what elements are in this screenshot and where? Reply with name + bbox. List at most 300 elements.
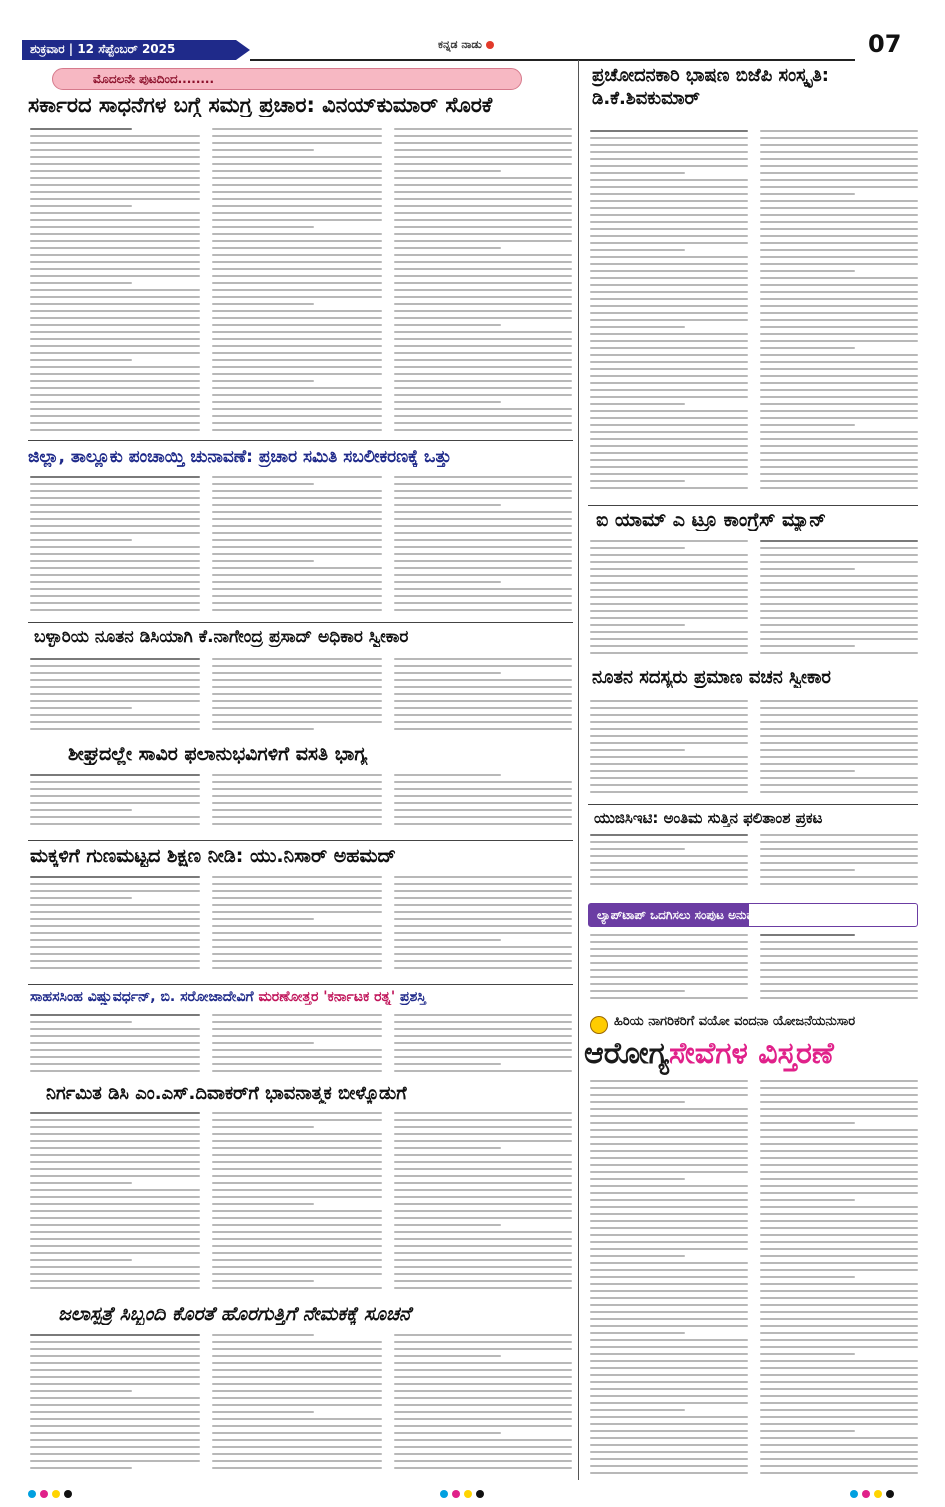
text-line — [760, 305, 918, 307]
text-line — [590, 389, 748, 391]
text-line — [212, 198, 382, 200]
text-line — [394, 1063, 501, 1065]
text-line — [30, 289, 200, 291]
text-line — [30, 483, 200, 485]
text-line — [212, 331, 382, 333]
text-line — [212, 795, 382, 797]
text-line — [30, 184, 200, 186]
text-line — [760, 452, 918, 454]
headline-a12[interactable]: ನಿರ್ಗಮಿತ ಡಿಸಿ ಎಂ.ಎಸ್.ದಿವಾಕರ್‌ಗೆ ಭಾವನಾತ್ಮಕ ಬೀಳ್ಕೊಡುಗೆ — [46, 1084, 407, 1104]
article-a4-body-col1 — [590, 540, 748, 662]
text-line — [394, 1182, 572, 1184]
text-line — [30, 960, 200, 962]
text-line — [590, 707, 748, 709]
text-line — [590, 848, 685, 850]
text-line — [590, 742, 748, 744]
text-line — [394, 1112, 572, 1114]
text-line — [394, 553, 572, 555]
headline-a13[interactable] — [584, 1036, 834, 1071]
text-line — [760, 1171, 918, 1173]
text-line — [760, 575, 918, 577]
text-line — [394, 883, 572, 885]
text-line — [590, 1087, 748, 1089]
text-line — [212, 476, 382, 478]
text-line — [394, 261, 572, 263]
text-line — [394, 1126, 572, 1128]
text-line — [760, 1325, 918, 1327]
text-line — [394, 1404, 572, 1406]
text-line — [394, 1028, 572, 1030]
text-line — [590, 326, 685, 328]
text-line — [760, 186, 918, 188]
text-line — [30, 1119, 200, 1121]
text-line — [212, 1161, 382, 1163]
text-line — [30, 1467, 132, 1469]
text-line — [590, 763, 748, 765]
article-a1-body-col2 — [212, 128, 382, 436]
text-line — [30, 518, 200, 520]
text-line — [760, 948, 918, 950]
text-line — [212, 1140, 382, 1142]
divider — [28, 984, 573, 985]
text-line — [30, 609, 200, 611]
text-line — [394, 289, 572, 291]
text-line — [590, 1164, 748, 1166]
text-line — [30, 345, 200, 347]
text-line — [760, 1108, 918, 1110]
text-line — [590, 228, 748, 230]
divider — [28, 440, 573, 441]
text-line — [30, 1140, 200, 1142]
text-line — [212, 408, 382, 410]
text-line — [590, 1297, 748, 1299]
text-line — [760, 1437, 918, 1439]
headline-a14[interactable]: ಜಲಾಸ್ಪತ್ರೆ ಸಿಬ್ಬಂದಿ ಕೊರತೆ ಹೊರಗುತ್ತಿಗೆ ನೇಮಕಕ್ಕೆ ಸೂಚನೆ — [58, 1304, 411, 1325]
text-line — [212, 553, 382, 555]
text-line — [590, 624, 685, 626]
headline-a8[interactable]: ಯುಜಿಸಿಇಟಿ: ಅಂತಿಮ ಸುತ್ತಿನ ಫಲಿತಾಂಶ ಪ್ರಕಟ — [594, 810, 823, 827]
text-line — [760, 1213, 918, 1215]
text-line — [394, 303, 572, 305]
text-line — [590, 284, 748, 286]
text-line — [30, 721, 200, 723]
text-line — [212, 1014, 382, 1016]
text-line — [394, 156, 572, 158]
text-line — [590, 934, 748, 936]
text-line — [30, 268, 200, 270]
text-line — [394, 504, 501, 506]
text-line — [760, 862, 918, 864]
text-line — [590, 424, 748, 426]
text-line — [590, 1416, 748, 1418]
text-line — [760, 333, 918, 335]
text-line — [30, 1147, 200, 1149]
text-line — [760, 459, 918, 461]
text-line — [30, 567, 200, 569]
text-line — [30, 1070, 200, 1072]
text-line — [760, 1087, 918, 1089]
text-line — [760, 270, 855, 272]
text-line — [394, 149, 572, 151]
text-line — [212, 380, 314, 382]
text-line — [394, 876, 572, 878]
text-line — [30, 823, 200, 825]
text-line — [590, 990, 685, 992]
text-line — [212, 1231, 382, 1233]
text-line — [394, 693, 572, 695]
text-line — [590, 1171, 748, 1173]
text-line — [760, 848, 918, 850]
text-line — [760, 277, 918, 279]
text-line — [212, 254, 382, 256]
text-line — [212, 212, 382, 214]
text-line — [30, 490, 200, 492]
text-line — [212, 1287, 382, 1289]
text-line — [394, 135, 572, 137]
text-line — [394, 240, 572, 242]
text-line — [212, 1175, 382, 1177]
text-line — [394, 781, 572, 783]
text-line — [590, 431, 748, 433]
text-line — [212, 394, 382, 396]
text-line — [760, 235, 918, 237]
headline-a2[interactable]: ಪ್ರಚೋದನಕಾರಿ ಭಾಷಣ ಬಿಜೆಪಿ ಸಂಸ್ಕೃತಿ: ಡಿ.ಕೆ.ಶಿವಕುಮಾರ್ — [592, 65, 829, 110]
article-a13-body-col2 — [760, 1080, 918, 1480]
text-line — [760, 735, 918, 737]
text-line — [394, 1390, 572, 1392]
text-line — [760, 172, 918, 174]
text-line — [30, 1154, 200, 1156]
text-line — [212, 602, 382, 604]
text-line — [212, 1355, 382, 1357]
text-line — [212, 1119, 382, 1121]
text-line — [394, 581, 501, 583]
text-line — [30, 574, 200, 576]
text-line — [30, 1432, 200, 1434]
text-line — [394, 1147, 501, 1149]
text-line — [394, 1259, 572, 1261]
text-line — [394, 795, 572, 797]
text-line — [590, 638, 748, 640]
text-line — [30, 254, 200, 256]
text-line — [212, 191, 382, 193]
text-line — [590, 249, 685, 251]
text-line — [212, 128, 382, 130]
text-line — [212, 518, 382, 520]
article-a1-body-col1 — [30, 128, 200, 436]
text-line — [760, 540, 918, 542]
text-line — [212, 1203, 314, 1205]
text-line — [760, 431, 918, 433]
article-a9-body-col2 — [212, 876, 382, 980]
text-line — [212, 1369, 382, 1371]
text-line — [760, 1094, 918, 1096]
headline-a9[interactable]: ಮಕ್ಕಳಿಗೆ ಗುಣಮಟ್ಟದ ಶಿಕ್ಷಣ ನೀಡಿ: ಯು.ನಿಸಾರ್ ಅಹಮದ್ — [30, 846, 396, 867]
text-line — [212, 1432, 382, 1434]
text-line — [394, 422, 572, 424]
article-a7-body-col3 — [394, 774, 572, 836]
text-line — [30, 1196, 200, 1198]
text-line — [394, 1035, 572, 1037]
text-line — [394, 904, 572, 906]
text-line — [394, 219, 572, 221]
text-line — [394, 338, 572, 340]
text-line — [760, 582, 918, 584]
text-line — [30, 135, 200, 137]
text-line — [760, 631, 918, 633]
text-line — [394, 490, 572, 492]
print-registration-right — [850, 1490, 894, 1500]
text-line — [212, 1341, 382, 1343]
text-line — [394, 483, 572, 485]
text-line — [760, 361, 918, 363]
header-rule — [250, 59, 855, 61]
text-line — [590, 941, 748, 943]
text-line — [394, 163, 572, 165]
text-line — [760, 487, 918, 489]
text-line — [30, 1446, 200, 1448]
text-line — [590, 1311, 748, 1313]
text-line — [394, 324, 501, 326]
text-line — [394, 602, 572, 604]
text-line — [212, 728, 314, 730]
text-line — [212, 268, 382, 270]
text-line — [212, 960, 382, 962]
text-line — [212, 247, 382, 249]
paper-name — [438, 38, 494, 52]
text-line — [212, 324, 382, 326]
divider — [588, 804, 918, 805]
text-line — [394, 890, 572, 892]
text-line — [394, 721, 572, 723]
text-line — [30, 198, 200, 200]
text-line — [212, 1133, 382, 1135]
text-line — [590, 291, 748, 293]
headline-a5[interactable]: ಬಳ್ಳಾರಿಯ ನೂತನ ಡಿಸಿಯಾಗಿ ಕೆ.ನಾಗೇಂದ್ರ ಪ್ರಸಾದ್ ಅಧಿಕಾರ ಸ್ವೀಕಾರ — [34, 628, 409, 647]
text-line — [30, 809, 132, 811]
text-line — [30, 1182, 132, 1184]
text-line — [760, 354, 918, 356]
headline-a1[interactable]: ಸರ್ಕಾರದ ಸಾಧನೆಗಳ ಬಗ್ಗೆ ಸಮಗ್ರ ಪ್ರಚಾರ: ವಿನಯ್‌ಕುಮಾರ್ ಸೊರಕೆ — [28, 94, 493, 117]
text-line — [212, 904, 382, 906]
text-line — [30, 163, 200, 165]
text-line — [760, 1136, 918, 1138]
text-line — [590, 1108, 748, 1110]
text-line — [30, 1287, 200, 1289]
text-line — [590, 263, 748, 265]
article-a14-body-col1 — [30, 1334, 200, 1480]
text-line — [394, 1231, 572, 1233]
text-line — [212, 1182, 382, 1184]
text-line — [30, 1063, 200, 1065]
text-line — [30, 401, 200, 403]
text-line — [212, 1147, 382, 1149]
text-line — [30, 1439, 200, 1441]
text-line — [394, 1453, 572, 1455]
divider — [28, 622, 573, 623]
text-line — [30, 317, 200, 319]
text-line — [394, 1467, 572, 1469]
text-line — [760, 1164, 918, 1166]
headline-a6[interactable]: ನೂತನ ಸದಸ್ಯರು ಪ್ರಮಾಣ ವಚನ ಸ್ವೀಕಾರ — [592, 668, 831, 688]
text-line — [760, 568, 855, 570]
text-line — [760, 962, 918, 964]
text-line — [394, 686, 572, 688]
text-line — [30, 504, 200, 506]
text-line — [30, 1266, 200, 1268]
text-line — [30, 1411, 200, 1413]
text-line — [30, 918, 200, 920]
text-line — [760, 883, 918, 885]
text-line — [394, 809, 572, 811]
text-line — [394, 1362, 572, 1364]
text-line — [590, 256, 748, 258]
text-line — [590, 193, 748, 195]
text-line — [590, 1101, 685, 1103]
text-line — [394, 1133, 572, 1135]
text-line — [590, 603, 748, 605]
text-line — [212, 890, 382, 892]
text-line — [30, 1035, 200, 1037]
text-line — [30, 1460, 200, 1462]
text-line — [760, 547, 918, 549]
text-line — [30, 1355, 200, 1357]
text-line — [30, 394, 200, 396]
text-line — [590, 144, 748, 146]
text-line — [394, 345, 572, 347]
text-line — [394, 198, 572, 200]
text-line — [394, 394, 572, 396]
article-a5-body-col2 — [212, 658, 382, 738]
text-line — [760, 1304, 918, 1306]
text-line — [212, 1273, 382, 1275]
text-line — [394, 1245, 572, 1247]
text-line — [394, 802, 572, 804]
text-line — [394, 1280, 572, 1282]
text-line — [212, 177, 382, 179]
text-line — [394, 1154, 572, 1156]
text-line — [30, 205, 132, 207]
text-line — [212, 240, 382, 242]
article-a14-body-col3 — [394, 1334, 572, 1480]
text-line — [212, 721, 382, 723]
text-line — [212, 546, 382, 548]
text-line — [590, 277, 748, 279]
text-line — [212, 679, 382, 681]
text-line — [590, 1206, 748, 1208]
text-line — [590, 200, 748, 202]
text-line — [394, 788, 572, 790]
text-line — [760, 424, 855, 426]
text-line — [760, 1080, 918, 1082]
text-line — [760, 624, 918, 626]
text-line — [394, 1161, 572, 1163]
text-line — [394, 1042, 572, 1044]
text-line — [394, 205, 572, 207]
text-line — [30, 1390, 132, 1392]
text-line — [212, 170, 382, 172]
text-line — [760, 763, 918, 765]
text-line — [212, 511, 382, 513]
text-line — [760, 749, 918, 751]
text-line — [590, 784, 748, 786]
text-line — [30, 693, 200, 695]
text-line — [760, 151, 918, 153]
text-line — [394, 170, 501, 172]
text-line — [212, 918, 314, 920]
text-line — [760, 1423, 918, 1425]
text-line — [394, 366, 572, 368]
text-line — [212, 156, 382, 158]
text-line — [590, 242, 748, 244]
headline-a7[interactable]: ಶೀಘ್ರದಲ್ಲೇ ಸಾವಿರ ಫಲಾನುಭವಿಗಳಿಗೆ ವಸತಿ ಭಾಗ್ಯ — [68, 744, 368, 765]
text-line — [590, 452, 748, 454]
text-line — [760, 990, 918, 992]
text-line — [212, 282, 382, 284]
text-line — [394, 511, 572, 513]
text-line — [30, 352, 200, 354]
text-line — [212, 296, 382, 298]
text-line — [212, 149, 314, 151]
section-tag: ಮೊದಲನೇ ಪುಟದಿಂದ........ — [52, 68, 522, 90]
text-line — [590, 855, 748, 857]
text-line — [30, 1376, 200, 1378]
text-line — [590, 1381, 748, 1383]
text-line — [30, 546, 200, 548]
text-line — [760, 473, 918, 475]
text-line — [394, 128, 572, 130]
text-line — [760, 1241, 918, 1243]
text-line — [760, 700, 918, 702]
article-a9-body-col1 — [30, 876, 200, 980]
headline-a4[interactable]: ಐ ಯಾಮ್ ಎ ಟ್ರೂ ಕಾಂಗ್ರೆಸ್ ಮ್ಯಾನ್ — [596, 510, 827, 531]
text-line — [760, 652, 918, 654]
text-line — [590, 179, 748, 181]
text-line — [394, 233, 572, 235]
text-line — [212, 205, 382, 207]
text-line — [760, 997, 918, 999]
text-line — [760, 554, 918, 556]
text-line — [212, 939, 382, 941]
text-line — [212, 686, 382, 688]
headline-a10-box[interactable] — [588, 903, 918, 927]
text-line — [760, 319, 918, 321]
text-line — [590, 1360, 748, 1362]
text-line — [212, 1210, 382, 1212]
text-line — [760, 777, 918, 779]
text-line — [394, 1238, 572, 1240]
text-line — [212, 1035, 382, 1037]
text-line — [590, 962, 748, 964]
text-line — [590, 652, 748, 654]
text-line — [212, 1460, 382, 1462]
article-a12-body-col3 — [394, 1112, 572, 1298]
headline-a11[interactable] — [30, 990, 575, 1005]
text-line — [30, 170, 200, 172]
headline-a3[interactable]: ಜಿಲ್ಲಾ, ತಾಲ್ಲೂಕು ಪಂಚಾಯ್ತಿ ಚುನಾವಣೆ: ಪ್ರಚಾರ ಸಮಿತಿ ಸಬಲೀಕರಣಕ್ಕೆ ಒತ್ತು — [28, 448, 452, 467]
text-line — [590, 235, 748, 237]
text-line — [30, 1021, 132, 1023]
text-line — [30, 532, 200, 534]
text-line — [212, 163, 382, 165]
text-line — [394, 911, 572, 913]
text-line — [30, 422, 200, 424]
text-line — [394, 1273, 572, 1275]
text-line — [590, 466, 748, 468]
text-line — [212, 1397, 382, 1399]
text-line — [394, 1376, 572, 1378]
text-line — [30, 1280, 200, 1282]
